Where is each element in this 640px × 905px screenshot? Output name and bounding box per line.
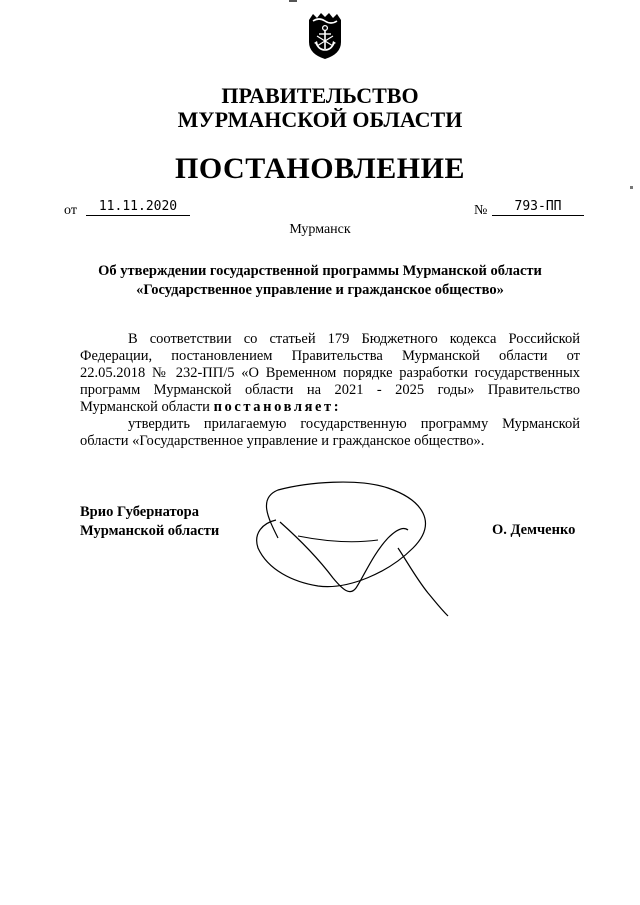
body-line: Федерации, постановлением Правительства Мурманской области от — [80, 348, 580, 364]
government-title-line2: МУРМАНСКОЙ ОБЛАСТИ — [177, 107, 463, 132]
signatory-title — [80, 503, 219, 541]
number-label: № — [474, 203, 488, 218]
body-line: утвердить прилагаемую государственную программу Мурманской — [128, 416, 580, 432]
decree-number: 793-ПП — [492, 199, 584, 216]
subject-line2: «Государственное управление и гражданское общество» — [136, 282, 504, 298]
decree-subject — [80, 262, 560, 300]
handwritten-signature-icon — [238, 478, 458, 618]
scan-speck — [630, 186, 633, 189]
city-name: Мурманск — [289, 222, 351, 237]
resolution-keyword: постановляет: — [213, 399, 342, 415]
signatory-title-line1: Врио Губернатора — [80, 504, 199, 520]
subject-line1: Об утверждении государственной программы Мурманской области — [98, 263, 542, 279]
signatory-name: О. Демченко — [492, 522, 576, 538]
date-label: от — [64, 203, 77, 218]
body-line: программ Мурманской области на 2021 - 2025 годы» Правительство — [80, 382, 580, 398]
body-line — [80, 399, 580, 416]
body-paragraph-2 — [80, 416, 580, 450]
body-line: 22.05.2018 № 232-ПП/5 «О Временном порядке разработки государственных — [80, 365, 580, 381]
body-line-text: Мурманской области — [80, 399, 210, 415]
government-title-line1: ПРАВИТЕЛЬСТВО — [221, 83, 419, 108]
scan-mark — [289, 0, 297, 2]
decree-date: 11.11.2020 — [86, 199, 190, 216]
signatory-title-line2: Мурманской области — [80, 523, 220, 539]
coat-of-arms-icon — [305, 12, 345, 60]
body-paragraph-1 — [80, 331, 580, 416]
document-type-title: ПОСТАНОВЛЕНИЕ — [175, 152, 465, 185]
body-line: области «Государственное управление и гражданское общество». — [80, 433, 485, 449]
body-line: В соответствии со статьей 179 Бюджетного кодекса Российской — [128, 331, 580, 347]
